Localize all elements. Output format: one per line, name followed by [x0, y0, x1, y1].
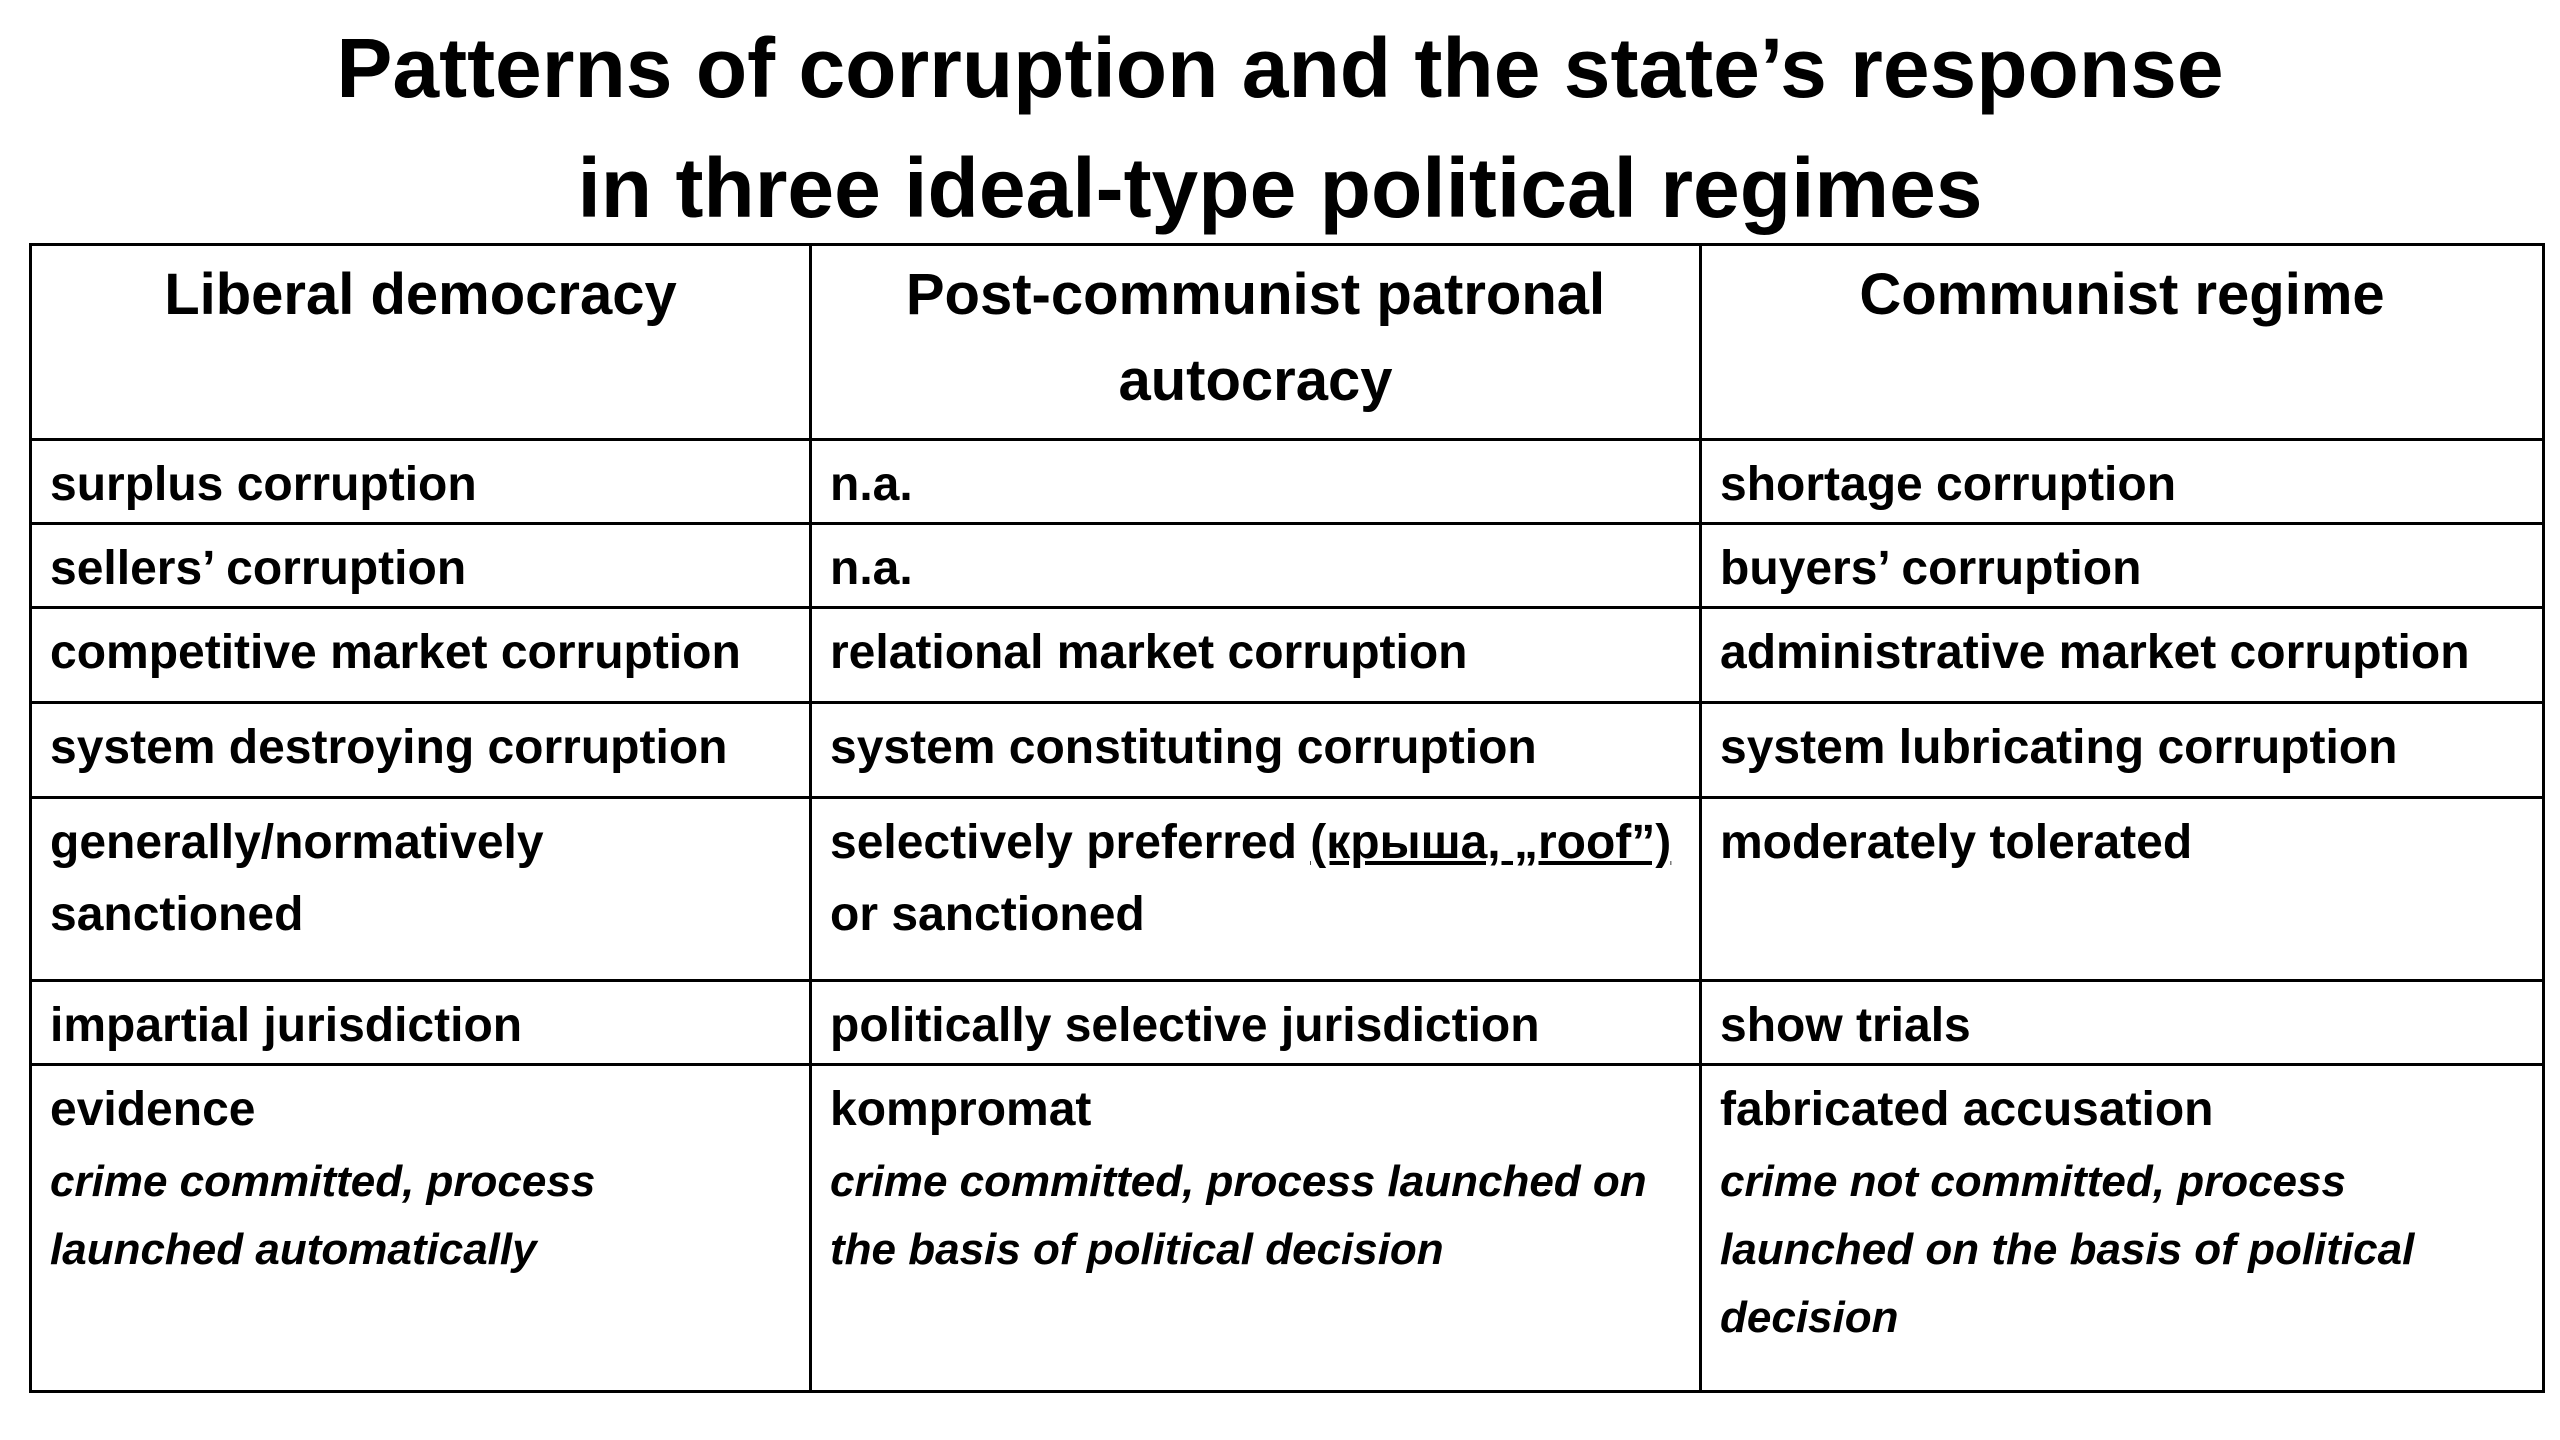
table-cell	[811, 1065, 1701, 1392]
table-cell: n.a.	[811, 524, 1701, 608]
cell-primary-text: evidence	[50, 1083, 256, 1136]
column-header-communist-regime: Communist regime	[1701, 245, 2544, 440]
table-cell	[811, 798, 1701, 981]
table-row	[31, 440, 2544, 524]
table-cell: generally/normatively sanctioned	[31, 798, 811, 981]
table-cell: competitive market corruption	[31, 608, 811, 703]
table-row	[31, 524, 2544, 608]
cell-note-text: crime not committed, process launched on the basis of political decision	[1720, 1157, 2415, 1342]
table-row	[31, 608, 2544, 703]
table-cell	[31, 1065, 811, 1392]
table-cell: administrative market corruption	[1701, 608, 2544, 703]
table-cell: system constituting corruption	[811, 703, 1701, 798]
table-cell: n.a.	[811, 440, 1701, 524]
table-cell: politically selective jurisdiction	[811, 981, 1701, 1065]
cell-note-text: crime committed, process launched automatically	[50, 1157, 596, 1274]
evidence-row	[31, 1065, 2544, 1392]
table-cell: surplus corruption	[31, 440, 811, 524]
table-cell: buyers’ corruption	[1701, 524, 2544, 608]
roof-term: (крыша, „roof”)	[1310, 816, 1672, 869]
cell-note-text: crime committed, process launched on the basis of political decision	[830, 1157, 1647, 1274]
sanction-text-suffix: or sanctioned	[830, 888, 1145, 941]
cell-primary-text: kompromat	[830, 1083, 1092, 1136]
column-header-patronal-autocracy: Post-communist patronal autocracy	[811, 245, 1701, 440]
comparison-table	[29, 243, 2545, 1393]
cell-primary-text: fabricated accusation	[1720, 1083, 2214, 1136]
sanction-text-prefix: selectively preferred	[830, 816, 1311, 869]
table-cell: impartial jurisdiction	[31, 981, 811, 1065]
header-row	[31, 245, 2544, 440]
slide-title	[0, 8, 2560, 248]
title-line-2: in three ideal-type political regimes	[577, 141, 1983, 235]
table-cell: relational market corruption	[811, 608, 1701, 703]
table-cell: system destroying corruption	[31, 703, 811, 798]
table-row	[31, 703, 2544, 798]
table-cell: moderately tolerated	[1701, 798, 2544, 981]
table-cell: sellers’ corruption	[31, 524, 811, 608]
table-cell	[1701, 1065, 2544, 1392]
table-cell: shortage corruption	[1701, 440, 2544, 524]
sanction-row	[31, 798, 2544, 981]
column-header-liberal-democracy: Liberal democracy	[31, 245, 811, 440]
jurisdiction-row	[31, 981, 2544, 1065]
title-line-1: Patterns of corruption and the state’s response	[336, 21, 2224, 115]
table-cell: system lubricating corruption	[1701, 703, 2544, 798]
table-cell: show trials	[1701, 981, 2544, 1065]
